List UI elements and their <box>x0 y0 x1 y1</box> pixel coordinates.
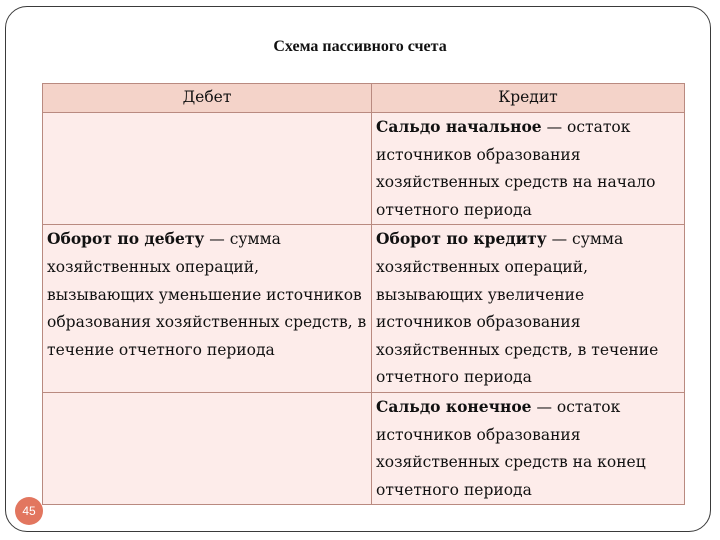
closing-balance-text: — остаток источников образования хозяйственных средств на конец отчетного периода <box>376 397 646 499</box>
opening-balance-row <box>43 113 685 225</box>
passive-account-table <box>42 83 685 505</box>
header-row <box>43 84 685 113</box>
closing-balance-term: Сальдо конечное <box>376 396 532 416</box>
closing-balance-cell <box>372 392 685 504</box>
credit-turnover-cell <box>372 225 685 393</box>
debit-empty-cell <box>43 113 372 225</box>
page-number-badge: 45 <box>15 497 43 525</box>
debit-header: Дебет <box>43 84 372 113</box>
slide-title: Схема пассивного счета <box>273 38 447 55</box>
opening-balance-term: Сальдо начальное <box>376 117 542 136</box>
opening-balance-text: — остаток источников образования хозяйственных средств на начало отчетного периода <box>376 118 656 219</box>
turnover-row <box>43 225 685 393</box>
debit-turnover-text: — сумма хозяйственных операций, вызывающих уменьшение источников образования хозяйственных средств, в течение отчетного периода <box>47 230 367 359</box>
debit-turnover-term: Оборот по дебету <box>47 229 205 249</box>
credit-turnover-term: Оборот по кредиту <box>376 229 547 249</box>
debit-empty-cell <box>43 392 372 504</box>
credit-turnover-text: — сумма хозяйственных операций, вызывающих увеличение источников образования хозяйственных средств, в течение отчетного периода <box>376 230 659 387</box>
opening-balance-cell <box>372 113 685 225</box>
closing-balance-row <box>43 392 685 504</box>
debit-turnover-cell <box>43 225 372 393</box>
credit-header: Кредит <box>372 84 685 113</box>
